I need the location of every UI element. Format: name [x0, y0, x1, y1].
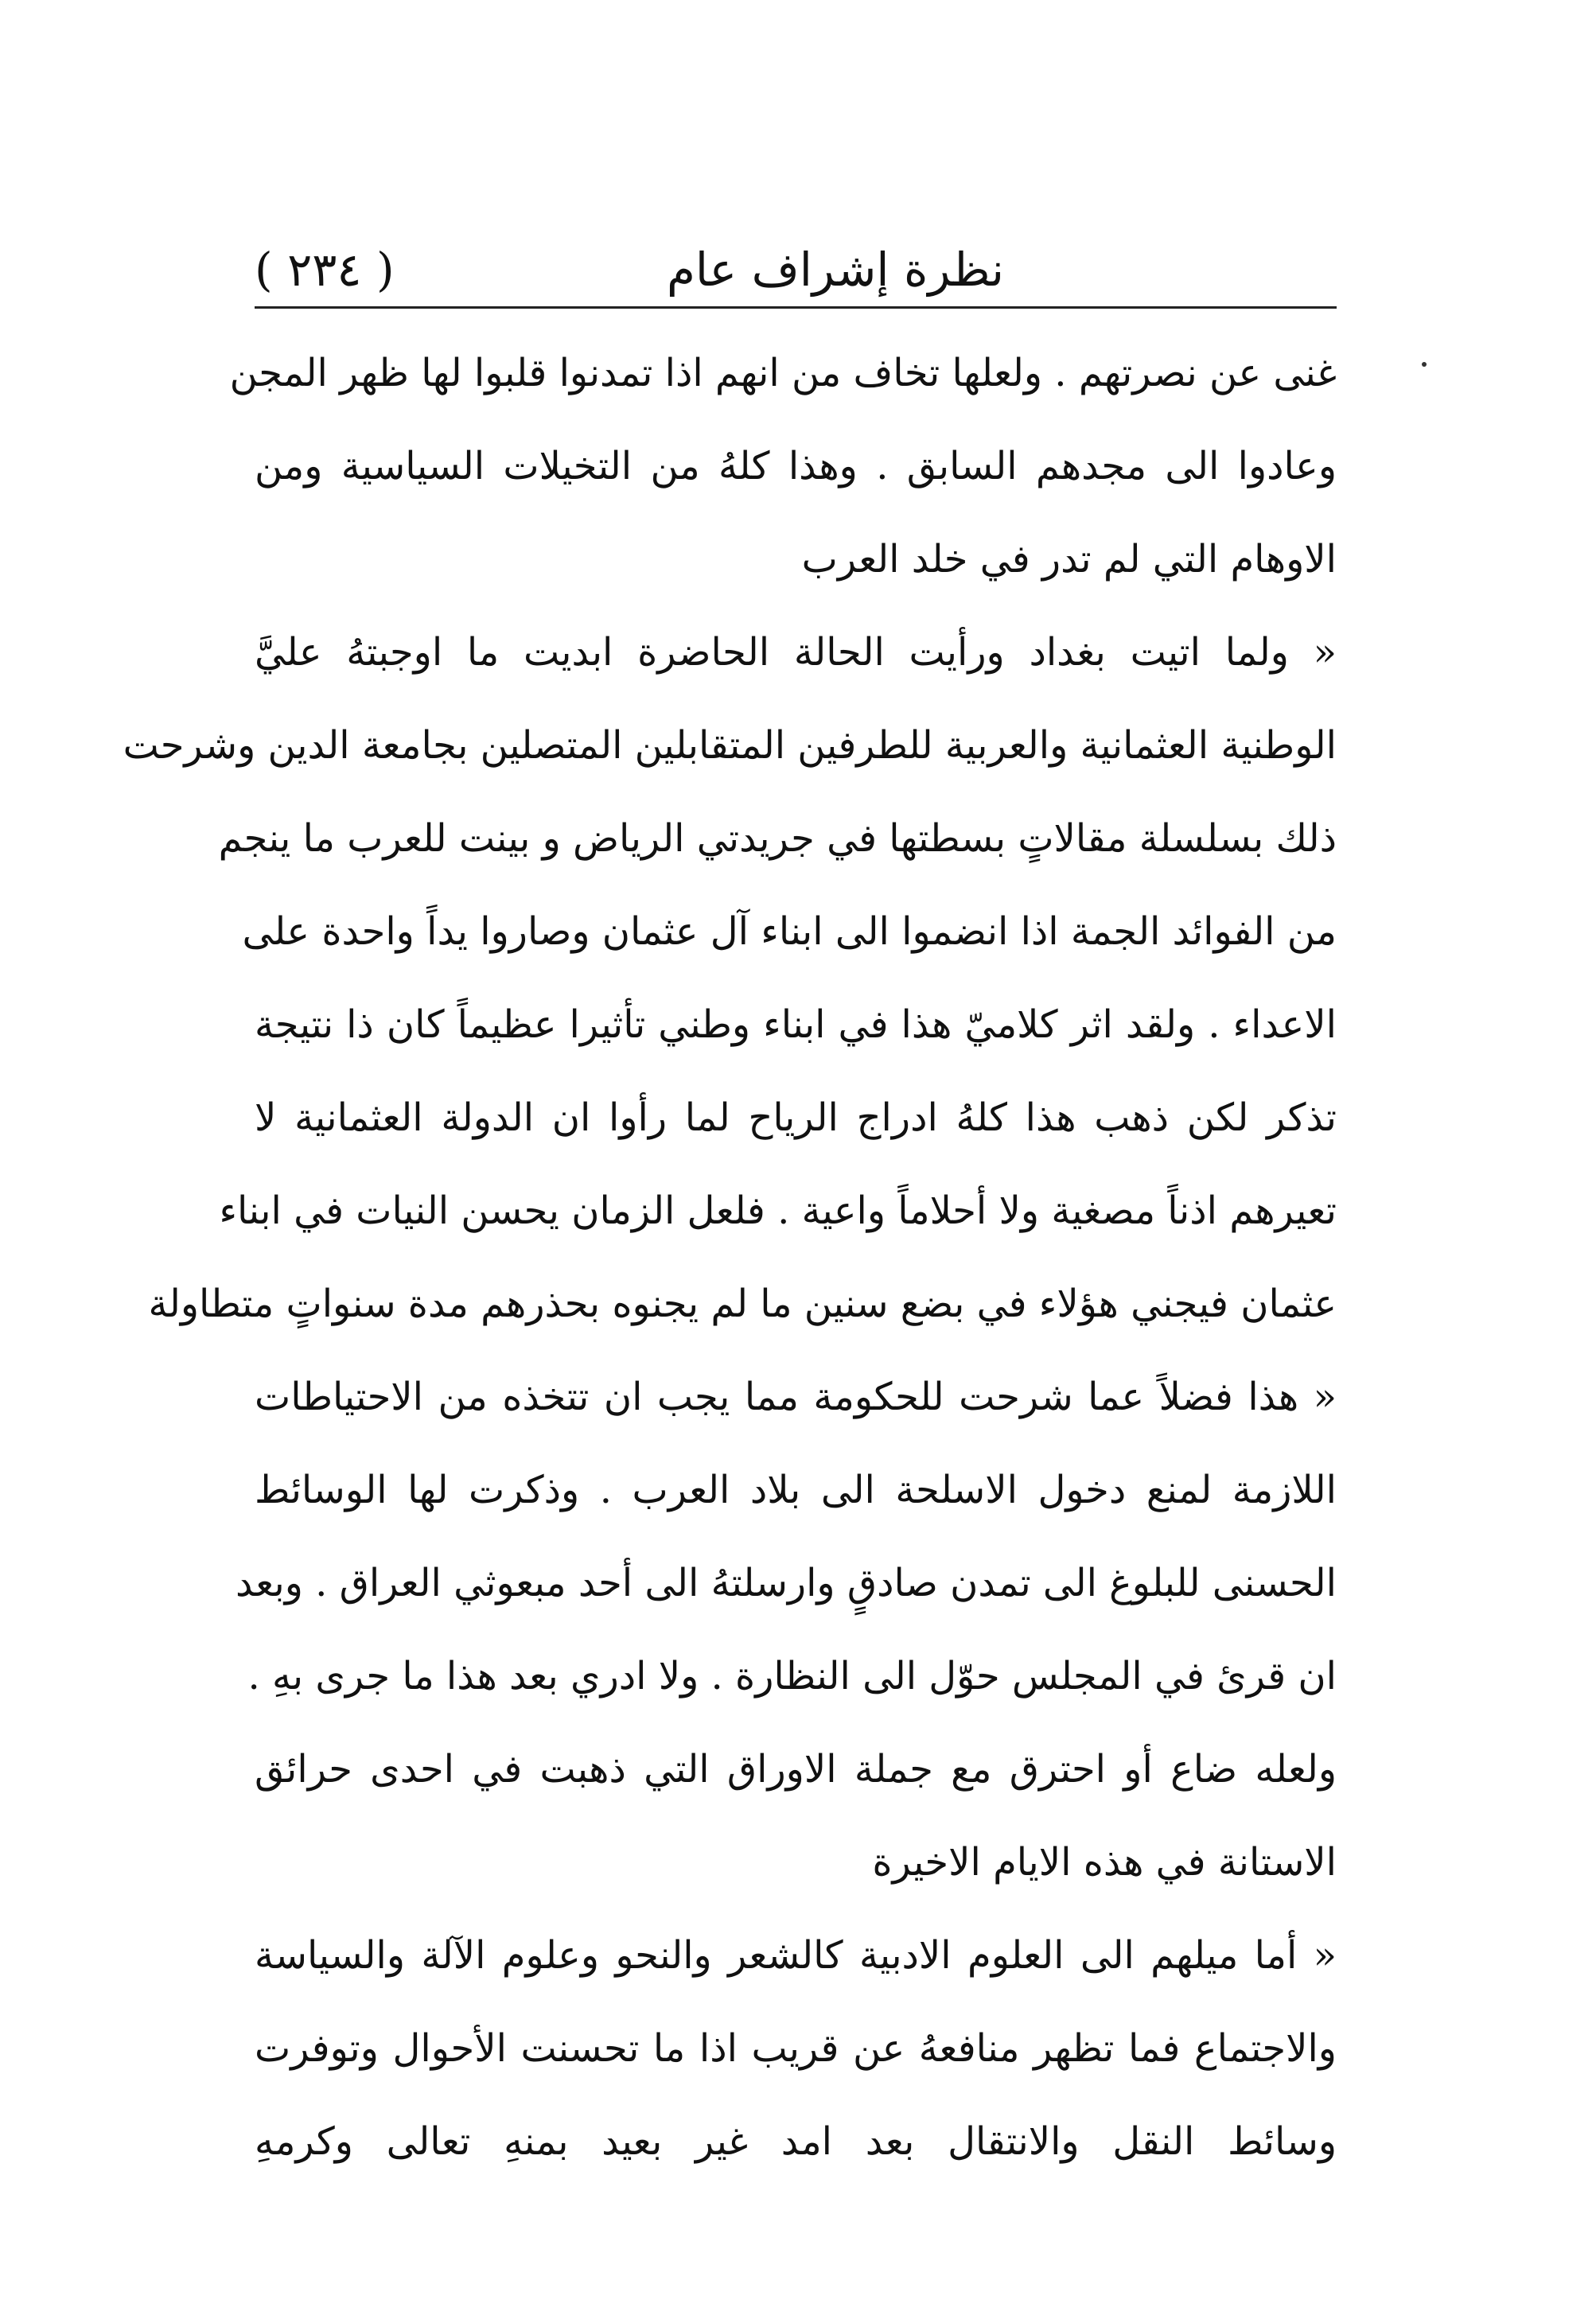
running-title: نظرة إشراف عام: [666, 243, 1005, 297]
page-header: [255, 231, 1337, 306]
text-line: الوطنية العثمانية والعربية للطرفين المتقابلين المتصلين بجامعة الدين وشرحت: [123, 722, 1337, 768]
text-line: الاوهام التي لم تدر في خلد العرب: [801, 536, 1337, 582]
stray-mark: [1422, 362, 1427, 367]
body-text: [123, 326, 1337, 2188]
text-line: الاعداء . ولقد اثر كلاميّ هذا في ابناء وطني تأثيرا عظيماً كان ذا نتيجة: [255, 1002, 1337, 1047]
text-line: ان قرئ في المجلس حوّل الى النظارة . ولا ادري بعد هذا ما جرى بهِ .: [247, 1653, 1337, 1698]
text-line: من الفوائد الجمة اذا انضموا الى ابناء آل عثمان وصاروا يداً واحدة على: [242, 908, 1337, 954]
text-line: تذكر لكن ذهب هذا كلهُ ادراج الرياح لما رأوا ان الدولة العثمانية لا: [255, 1095, 1337, 1140]
text-line: ذلك بسلسلة مقالاتٍ بسطتها في جريدتي الرياض و بينت للعرب ما ينجم: [218, 815, 1337, 861]
text-line: غنى عن نصرتهم . ولعلها تخاف من انهم اذا تمدنوا قلبوا لها ظهر المجن: [229, 350, 1337, 395]
text-line: « ولما اتيت بغداد ورأيت الحالة الحاضرة ابديت ما اوجبتهُ عليَّ: [255, 629, 1337, 675]
header-rule: [255, 306, 1337, 309]
text-line: اللازمة لمنع دخول الاسلحة الى بلاد العرب . وذكرت لها الوسائط: [255, 1467, 1337, 1512]
text-line: تعيرهم اذناً مصغية ولا أحلاماً واعية . فلعل الزمان يحسن النيات في ابناء: [219, 1188, 1337, 1233]
text-line: « أما ميلهم الى العلوم الادبية كالشعر والنحو وعلوم الآلة والسياسة: [255, 1932, 1337, 1978]
text-line: « هذا فضلاً عما شرحت للحكومة مما يجب ان تتخذه من الاحتياطات: [255, 1374, 1337, 1419]
text-line: الحسنى للبلوغ الى تمدن صادقٍ وارسلتهُ الى أحد مبعوثي العراق . وبعد: [236, 1560, 1337, 1605]
text-line: وعادوا الى مجدهم السابق . وهذا كلهُ من التخيلات السياسية ومن: [255, 443, 1337, 488]
page-number: ( ٢٣٤ ): [255, 243, 395, 297]
text-line: الاستانة في هذه الايام الاخيرة: [872, 1839, 1337, 1885]
text-line: وسائط النقل والانتقال بعد امد غير بعيد بمنهِ تعالى وكرمهِ: [255, 2119, 1337, 2164]
text-line: ولعله ضاع أو احترق مع جملة الاوراق التي ذهبت في احدى حرائق: [255, 1746, 1337, 1792]
text-line: عثمان فيجني هؤلاء في بضع سنين ما لم يجنوه بحذرهم مدة سنواتٍ متطاولة: [148, 1281, 1337, 1326]
text-line: والاجتماع فما تظهر منافعهُ عن قريب اذا ما تحسنت الأحوال وتوفرت: [255, 2025, 1337, 2071]
